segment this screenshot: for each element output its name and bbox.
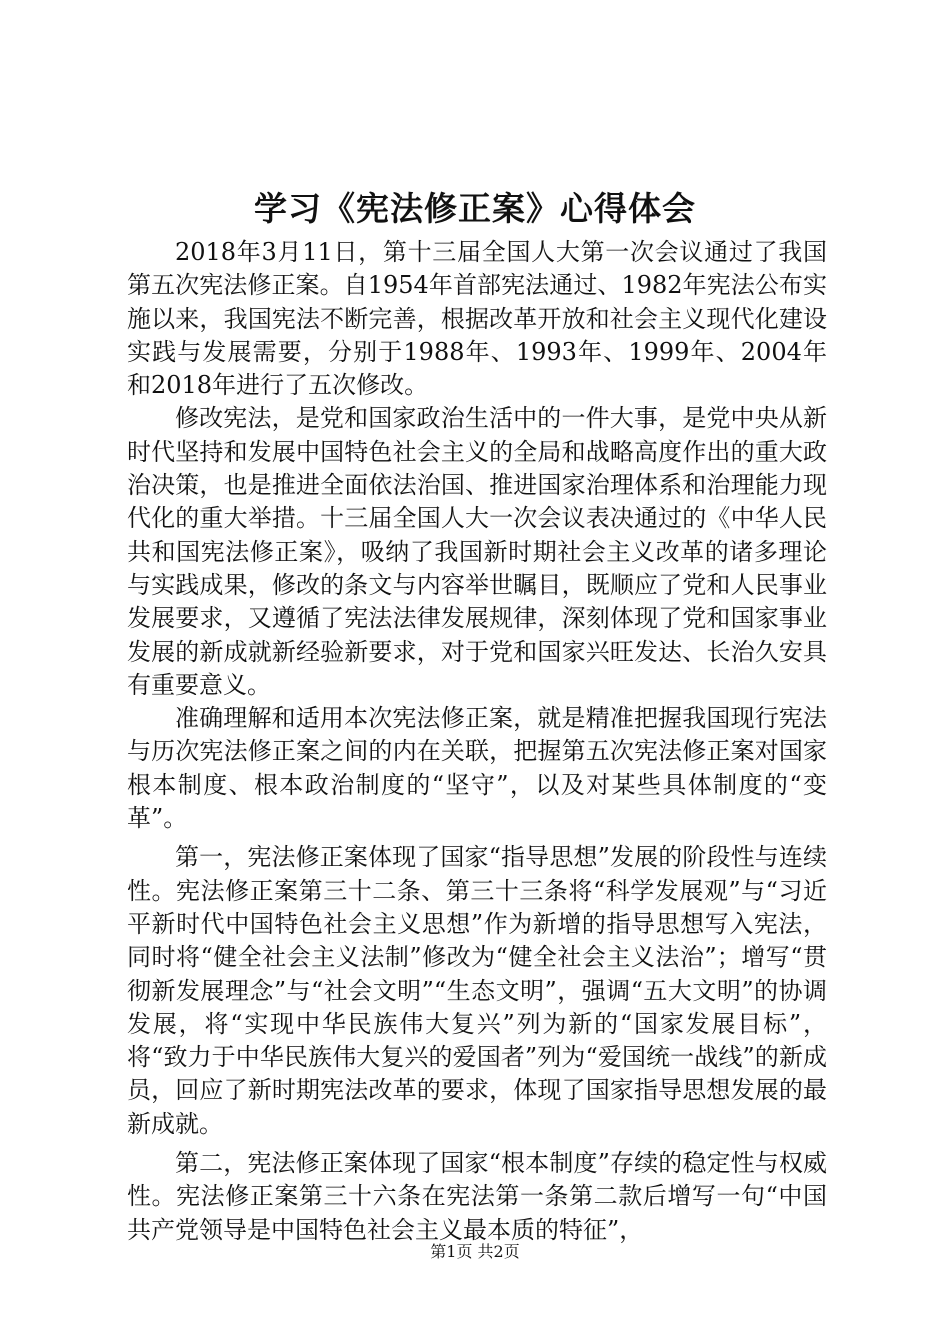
paragraph-2: 修改宪法，是党和国家政治生活中的一件大事，是党中央从新时代坚持和发展中国特色社会主义的全局和战略高度作出的重大政治决策，也是推进全面依法治国、推进国家治理体系和治理能力现代化的重大举措。十三届全国人大一次会议表决通过的《中华人民共和国宪法修正案》，吸纳了我国新时期社会主义改革的诸多理论与实践成果，修改的条文与内容举世瞩目，既顺应了党和人民事业发展要求，又遵循了宪法法律发展规律，深刻体现了党和国家事业发展的新成就新经验新要求，对于党和国家兴旺发达、长治久安具有重要意义。 (127, 404, 827, 699)
document-title: 学习《宪法修正案》心得体会 (254, 189, 696, 228)
paragraph-3: 准确理解和适用本次宪法修正案，就是精准把握我国现行宪法与历次宪法修正案之间的内在关联，把握第五次宪法修正案对国家根本制度、根本政治制度的“坚守”，以及对某些具体制度的“变革”。 (127, 704, 827, 833)
paragraph-1: 2018年3月11日，第十三届全国人大第一次会议通过了我国第五次宪法修正案。自1954年首部宪法通过、1982年宪法公布实施以来，我国宪法不断完善，根据改革开放和社会主义现代化建设实践与发展需要，分别于1988年、1993年、1999年、2004年和2018年进行了五次修改。 (127, 238, 827, 400)
paragraph-5: 第二，宪法修正案体现了国家“根本制度”存续的稳定性与权威性。宪法修正案第三十六条在宪法第一条第二款后增写一句“中国共产党领导是中国特色社会主义最本质的特征”， (127, 1149, 827, 1244)
paragraph-4: 第一，宪法修正案体现了国家“指导思想”发展的阶段性与连续性。宪法修正案第三十二条、第三十三条将“科学发展观”与“习近平新时代中国特色社会主义思想”作为新增的指导思想写入宪法，同时将“健全社会主义法制”修改为“健全社会主义法治”；增写“贯彻新发展理念”与“社会文明”“生态文明”，强调“五大文明”的协调发展，将“实现中华民族伟大复兴”列为新的“国家发展目标”，将“致力于中华民族伟大复兴的爱国者”列为“爱国统一战线”的新成员，回应了新时期宪法改革的要求，体现了国家指导思想发展的最新成就。 (127, 843, 827, 1138)
document-body (127, 236, 827, 1247)
page-number-footer: 第1页 共2页 (430, 1242, 520, 1261)
